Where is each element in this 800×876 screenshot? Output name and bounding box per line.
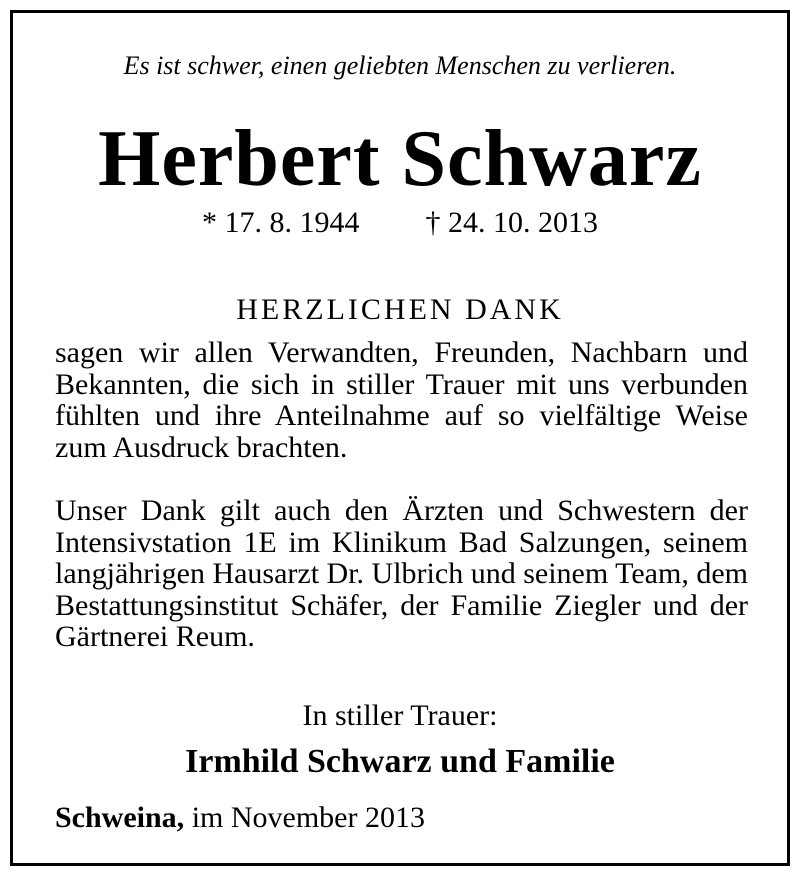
thanks-heading: HERZLICHEN DANK	[236, 293, 564, 326]
place-name: Schweina,	[55, 801, 185, 834]
place-date-line	[55, 801, 425, 835]
obituary-frame	[10, 10, 790, 866]
deceased-name: Herbert Schwarz	[98, 115, 702, 203]
mourning-line: In stiller Trauer:	[302, 699, 498, 732]
family-signature: Irmhild Schwarz und Familie	[185, 743, 615, 780]
life-dates	[13, 206, 787, 240]
motto-quote: Es ist schwer, einen geliebten Menschen zu verlieren.	[123, 51, 677, 80]
thanks-paragraph-1: sagen wir allen Verwandten, Freunden, Nachbarn und Bekannten, die sich in stiller Trauer mit uns verbunden fühlten und ihre Anteilnahme auf so vielfältige Weise zum Ausdruck brachten.	[55, 336, 748, 464]
date-line: im November 2013	[191, 801, 425, 834]
birth-date: * 17. 8. 1944	[202, 206, 360, 239]
thanks-paragraph-2: Unser Dank gilt auch den Ärzten und Schwestern der Intensivstation 1E im Klinikum Bad Salzungen, seinem langjährigen Hausarzt Dr. Ulbrich und seinem Team, dem Bestattungsinstitut Schäfer, der Familie Ziegler und der Gärtnerei Reum.	[55, 494, 748, 653]
death-date: † 24. 10. 2013	[425, 206, 598, 239]
